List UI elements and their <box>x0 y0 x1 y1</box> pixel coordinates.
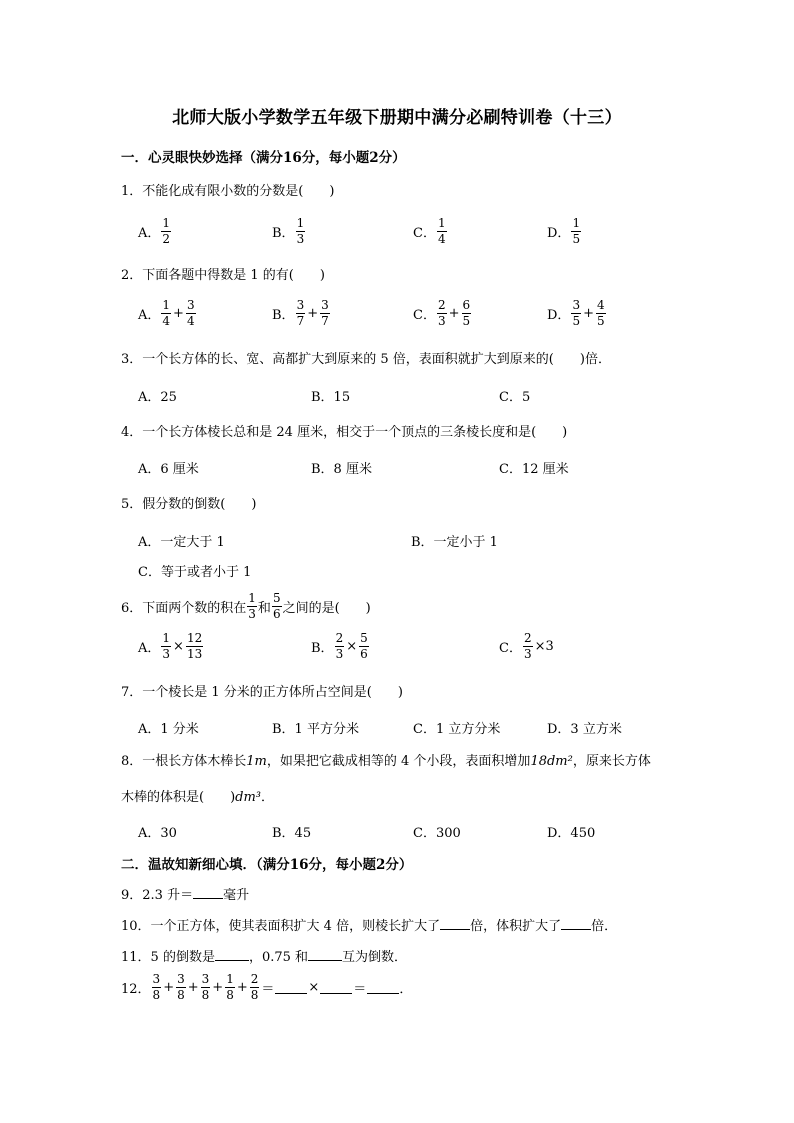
question-10: 10．一个正方体，使其表面积扩大 4 倍，则棱长扩大了 倍，体积扩大了 倍． <box>121 919 618 934</box>
q3-option-a[interactable]: A．25 <box>138 390 177 405</box>
question-9: 9．2.3 升＝ 毫升 <box>121 888 250 903</box>
q4-option-a[interactable]: A．6 厘米 <box>138 462 199 477</box>
q1-option-a[interactable]: A． $\frac{1}{2}$ <box>138 216 171 246</box>
q2-option-a[interactable]: A． $\frac{1}{4}$ + $\frac{3}{4}$ <box>138 298 195 328</box>
page-title: 北师大版小学数学五年级下册期中满分必刷特训卷（十三） <box>172 108 622 128</box>
answer-blank[interactable] <box>367 981 399 994</box>
answer-blank[interactable] <box>215 948 249 961</box>
q1-option-c[interactable]: C． $\frac{1}{4}$ <box>413 216 446 246</box>
q7-option-b[interactable]: B．1 平方分米 <box>272 722 359 737</box>
q7-option-d[interactable]: D．3 立方米 <box>547 722 622 737</box>
q3-option-b[interactable]: B．15 <box>311 390 351 405</box>
q8-option-d[interactable]: D．450 <box>547 826 596 841</box>
q5-option-b[interactable]: B．一定小于 1 <box>411 535 498 550</box>
fraction: $\frac{1}{4}$ <box>437 216 446 246</box>
question-4-stem: 4．一个长方体棱长总和是 24 厘米，相交于一个顶点的三条棱长度和是( ) <box>121 425 568 440</box>
q4-option-b[interactable]: B．8 厘米 <box>311 462 372 477</box>
answer-blank[interactable] <box>193 886 223 899</box>
q1-option-d[interactable]: D． $\frac{1}{5}$ <box>547 216 581 246</box>
question-1-stem: 1．不能化成有限小数的分数是( ) <box>121 184 335 199</box>
q7-option-c[interactable]: C．1 立方分米 <box>413 722 501 737</box>
answer-blank[interactable] <box>561 917 591 930</box>
q8-option-c[interactable]: C．300 <box>413 826 461 841</box>
section-heading-2: 二．温故知新细心填．（满分16分，每小题2分） <box>121 857 413 873</box>
question-3-stem: 3．一个长方体的长、宽、高都扩大到原来的 5 倍，表面积就扩大到原来的( )倍． <box>121 352 611 367</box>
q8-option-a[interactable]: A．30 <box>138 826 177 841</box>
q2-option-d[interactable]: D． $\frac{3}{5}$ + $\frac{4}{5}$ <box>547 298 605 328</box>
fraction: $\frac{1}{3}$ <box>296 216 305 246</box>
question-2-stem: 2．下面各题中得数是 1 的有( ) <box>121 268 325 283</box>
q5-option-a[interactable]: A．一定大于 1 <box>138 535 225 550</box>
question-6-stem: 6．下面两个数的积在 $\frac{1}{3}$ 和 $\frac{5}{6}$ 之间的是( ) <box>121 591 371 621</box>
question-12: 12． $\frac{3}{8}$ + $\frac{3}{8}$ + $\frac{3}{8}$ + $\frac{1}{8}$ + $\frac{2}{8}$ ＝ × ＝ ． <box>121 972 413 1002</box>
question-8-stem-line1: 8．一根长方体木棒长1m，如果把它截成相等的 4 个小段，表面积增加18dm²，原来长方体 <box>121 754 651 769</box>
q5-option-c[interactable]: C．等于或者小于 1 <box>138 565 252 580</box>
q6-option-b[interactable]: B． $\frac{2}{3}$ × $\frac{5}{6}$ <box>311 631 368 661</box>
question-11: 11．5 的倒数是 ，0.75 和 互为倒数． <box>121 950 408 965</box>
q2-option-b[interactable]: B． $\frac{3}{7}$ + $\frac{3}{7}$ <box>272 298 329 328</box>
answer-blank[interactable] <box>308 948 342 961</box>
q4-option-c[interactable]: C．12 厘米 <box>499 462 569 477</box>
answer-blank[interactable] <box>440 917 470 930</box>
q6-option-c[interactable]: C． $\frac{2}{3}$ ×3 <box>499 631 554 661</box>
q1-option-b[interactable]: B． $\frac{1}{3}$ <box>272 216 305 246</box>
section-heading-1: 一．心灵眼快妙选择（满分16分，每小题2分） <box>121 150 406 166</box>
answer-blank[interactable] <box>320 981 352 994</box>
answer-blank[interactable] <box>275 981 307 994</box>
fraction: $\frac{1}{5}$ <box>572 216 581 246</box>
q2-option-c[interactable]: C． $\frac{2}{3}$ + $\frac{6}{5}$ <box>413 298 471 328</box>
question-7-stem: 7．一个棱长是 1 分米的正方体所占空间是( ) <box>121 685 403 700</box>
q3-option-c[interactable]: C．5 <box>499 390 531 405</box>
q6-option-a[interactable]: A． $\frac{1}{3}$ × $\frac{12}{13}$ <box>138 631 203 661</box>
q7-option-a[interactable]: A．1 分米 <box>138 722 199 737</box>
question-5-stem: 5．假分数的倒数( ) <box>121 497 257 512</box>
question-8-stem-line2: 木棒的体积是( )dm³． <box>121 790 275 805</box>
q8-option-b[interactable]: B．45 <box>272 826 312 841</box>
fraction: $\frac{1}{2}$ <box>162 216 171 246</box>
